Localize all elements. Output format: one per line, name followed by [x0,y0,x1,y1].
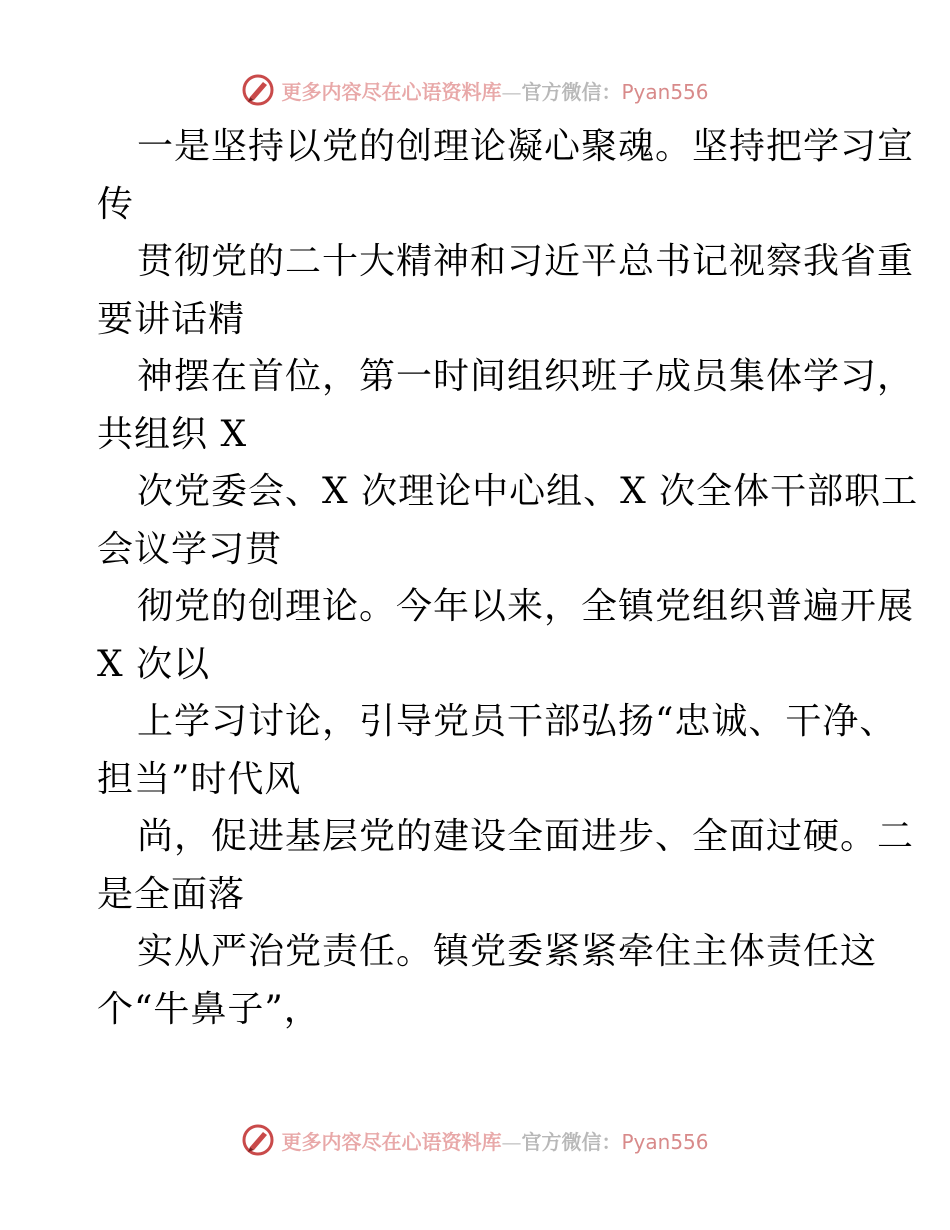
text-line: 神摆在首位，第一时间组织班子成员集体学习， [137,356,915,397]
text-line: 彻党的创理论。今年以来，全镇党组织普遍开展 [137,586,915,627]
watermark-wechat-id: Pyan556 [621,1129,709,1154]
watermark-wechat-id: Pyan556 [621,79,709,104]
watermark-header [0,70,950,110]
text-line: 共组织 X [97,413,248,455]
text-line: 尚，促进基层党的建设全面进步、全面过硬。二 [137,816,915,857]
watermark-wechat-label: 官方微信： [521,1129,622,1154]
watermark-site-text: 更多内容尽在心语资料库 [281,1129,502,1154]
text-line: 贯彻党的二十大精神和习近平总书记视察我省重 [137,241,915,282]
text-line: 传 [97,183,135,225]
watermark-footer [0,1120,950,1160]
text-line: 上学习讨论，引导党员干部弘扬“忠诚、干净、 [137,701,897,742]
watermark-footer-text [281,1126,708,1155]
watermark-site-text: 更多内容尽在心语资料库 [281,79,502,104]
text-line: 实从严治党责任。镇党委紧紧牵住主体责任这 [137,931,878,972]
watermark-dash: — [501,79,522,104]
watermark-header-text [281,76,708,105]
text-line: 会议学习贯 [97,528,283,570]
text-line: 担当”时代风 [97,758,302,800]
body-text [97,118,919,1038]
watermark-dash: — [501,1129,522,1154]
pen-logo-icon [241,1123,275,1157]
text-line: 一是坚持以党的创理论凝心聚魂。坚持把学习宣 [137,126,915,167]
text-line: 个“牛鼻子”， [97,988,321,1030]
text-line: 要讲话精 [97,298,246,340]
watermark-wechat-label: 官方微信： [521,79,622,104]
pen-logo-icon [241,73,275,107]
text-line: X 次以 [97,643,211,685]
text-line: 是全面落 [97,873,246,915]
text-line: 次党委会、X 次理论中心组、X 次全体干部职工 [137,471,919,512]
